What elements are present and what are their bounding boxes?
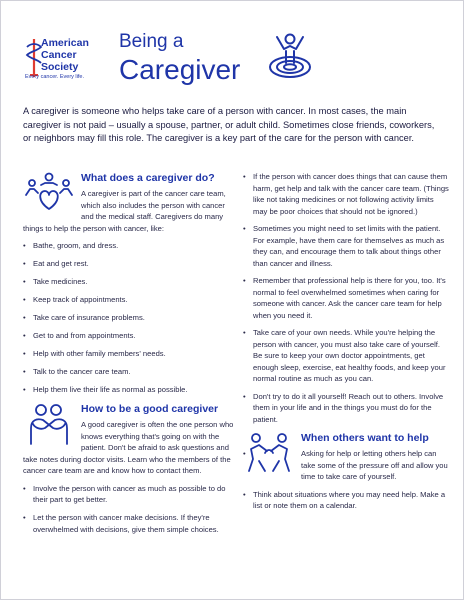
hug-icon	[23, 402, 75, 446]
header	[23, 31, 443, 101]
list-item: • Bathe, groom, and dress.	[23, 240, 235, 252]
section2-list	[23, 483, 235, 536]
tips-list	[243, 171, 449, 425]
section1-title: What does a caregiver do?	[81, 172, 215, 184]
section-others-help	[243, 431, 449, 512]
acs-logo	[23, 33, 133, 93]
logo-line-3: Society	[41, 61, 79, 73]
section-good-caregiver	[23, 402, 235, 535]
list-item: • Involve the person with cancer as much as possible to do their part to get better.	[23, 483, 235, 506]
section-what-caregiver-does	[23, 171, 235, 396]
list-item: • Remember that professional help is there for you, too. It's normal to feel overwhelmed sometimes when caring for someone with cancer. Ask the cancer care team for help when you need it.	[243, 275, 449, 321]
group-heart-icon	[23, 171, 75, 215]
list-item: • Asking for help or letting others help can take some of the pressure off and allow you time to take care of yourself.	[243, 448, 449, 483]
list-item: • Don't try to do it all yourself! Reach out to others. Involve them in your life and in the things you must do for the patient.	[243, 391, 449, 426]
list-item: • Sometimes you might need to set limits with the patient. For example, have them care for themselves as much as they can, and encourage them to talk about things other than cancer and illness.	[243, 223, 449, 269]
page-title	[119, 31, 240, 85]
intro-paragraph: A caregiver is someone who helps take care of a person with cancer. In most cases, the main caregiver is not paid – usually a spouse, partner, or adult child. Sometimes close friends, coworkers, or neighbors may fill this role. The caregiver is a key part of the care for the person with cancer.	[23, 106, 435, 143]
right-column	[243, 171, 449, 518]
title-line-1: Being a	[119, 31, 184, 52]
list-item: • Help them live their life as normal as possible.	[23, 384, 235, 396]
person-target-icon	[267, 31, 313, 81]
section3-title: When others want to help	[301, 432, 429, 444]
list-item: • Keep track of appointments.	[23, 294, 235, 306]
logo-line-2: Cancer	[41, 49, 77, 61]
title-line-2: Caregiver	[119, 54, 241, 85]
logo-line-1: American	[41, 37, 89, 49]
list-item: • Take care of your own needs. While you're helping the person with cancer, you must also take care of yourself. Be sure to keep your own doctor appointments, get enough sleep, exercise, eat healthy foods, and keep your normal routine as much as you can.	[243, 327, 449, 385]
list-item: • Eat and get rest.	[23, 258, 235, 270]
logo-tagline: Every cancer. Every life.	[25, 74, 84, 80]
list-item: • Get to and from appointments.	[23, 330, 235, 342]
list-item: • Think about situations where you may need help. Make a list or note them on a calendar.	[243, 489, 449, 512]
list-item: • Help with other family members' needs.	[23, 348, 235, 360]
left-column	[23, 171, 235, 542]
section3-list	[243, 448, 449, 512]
list-item: • Take care of insurance problems.	[23, 312, 235, 324]
logo-text	[41, 37, 89, 73]
list-item: • Talk to the cancer care team.	[23, 366, 235, 378]
section1-text: A caregiver is part of the cancer care team, which also includes the person with cancer and the medical staff. Caregivers do many things to help the person with cancer, like:	[23, 189, 226, 233]
section2-text: A good caregiver is often the one person who knows everything that's going on with the patient. Don't be afraid to ask questions and take notes during doctor visits. Learn who the members of the cancer care team are and know how to contact them.	[23, 420, 234, 475]
list-item: • Take medicines.	[23, 276, 235, 288]
list-item: • If the person with cancer does things that can cause them harm, get help and talk with the cancer care team. (Things like not taking medicines or not following activity limits may be poor choices that should not be ignored.)	[243, 171, 449, 217]
section1-list	[23, 240, 235, 396]
section2-title: How to be a good caregiver	[81, 403, 219, 415]
list-item: • Let the person with cancer make decisions. If they're overwhelmed with decisions, give them simple choices.	[23, 512, 235, 535]
